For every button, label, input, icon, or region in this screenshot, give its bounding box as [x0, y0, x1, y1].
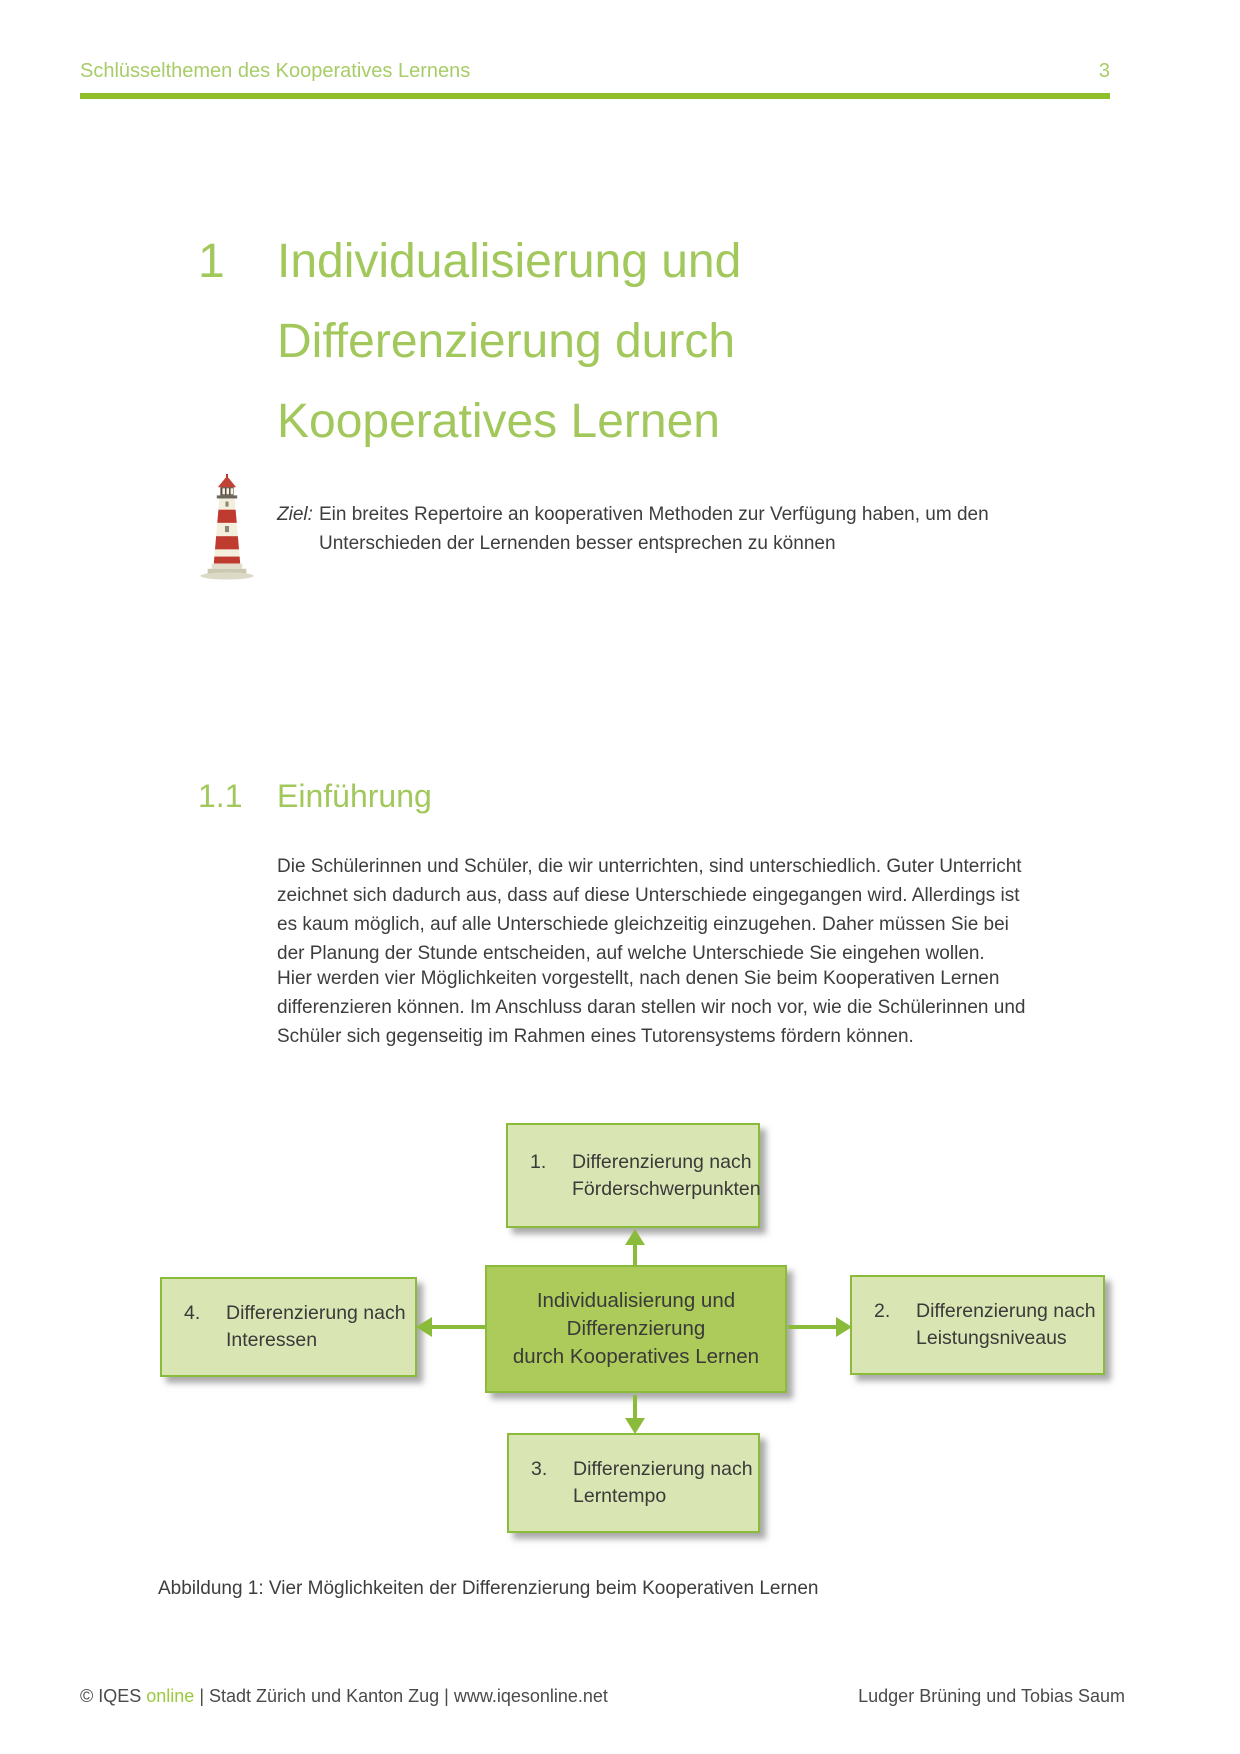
figure-box-label — [162, 1300, 406, 1354]
footer-brand: online — [146, 1686, 195, 1706]
page-footer — [80, 1686, 1125, 1707]
center-box-line: Differenzierung — [566, 1317, 706, 1340]
box-text-line: Differenzierung nach — [572, 1150, 752, 1173]
box-number: 2. — [874, 1300, 891, 1322]
goal-description — [319, 500, 989, 580]
figure-box-leistungsniveaus — [850, 1275, 1105, 1375]
footer-authors: Ludger Brüning und Tobias Saum — [858, 1686, 1125, 1706]
figure-box-label — [508, 1149, 761, 1203]
goal-line: Unterschieden der Lernenden besser entsprechen zu können — [319, 533, 836, 554]
chapter-heading — [198, 222, 741, 462]
lighthouse-icon — [196, 474, 258, 580]
figure-caption: Abbildung 1: Vier Möglichkeiten der Differenzierung beim Kooperativen Lernen — [158, 1578, 819, 1599]
box-text-line: Differenzierung nach — [226, 1302, 406, 1324]
chapter-title-line: Kooperatives Lernen — [277, 395, 720, 448]
arrow-up-icon — [625, 1229, 645, 1245]
figure-box-foerderschwerpunkte — [506, 1123, 760, 1228]
arrow-up-line — [633, 1244, 637, 1266]
box-text — [572, 1149, 761, 1203]
goal-text — [277, 474, 989, 580]
box-text-line: Leistungsniveaus — [916, 1327, 1067, 1349]
footer-copyright: © IQES — [80, 1686, 147, 1706]
box-number: 3. — [531, 1458, 548, 1480]
box-number: 1. — [530, 1150, 547, 1173]
box-text-line: Förderschwerpunkten — [572, 1177, 761, 1200]
box-text-line: Interessen — [226, 1329, 318, 1351]
paragraph-line: der Planung der Stunde entscheiden, auf welche Unterschiede Sie eingehen wollen. — [277, 943, 985, 964]
arrow-down-icon — [625, 1418, 645, 1434]
paragraph-line: zeichnet sich dadurch aus, dass auf diese Unterschiede eingegangen wird. Allerdings ist — [277, 885, 1020, 906]
figure-box-label — [852, 1298, 1096, 1352]
arrow-left-line — [432, 1325, 485, 1329]
goal-label: Ziel: — [277, 504, 313, 525]
box-text — [573, 1456, 753, 1510]
box-text — [916, 1298, 1096, 1352]
goal-block — [196, 474, 989, 580]
center-box-text — [513, 1287, 759, 1371]
paragraph-line: es kaum möglich, auf alle Unterschiede gleichzeitig einzugehen. Daher müssen Sie bei — [277, 914, 1009, 935]
box-text — [226, 1300, 406, 1354]
box-number: 4. — [184, 1302, 201, 1324]
arrow-right-icon — [836, 1317, 852, 1337]
figure-box-lerntempo — [507, 1433, 760, 1533]
arrow-down-line — [633, 1395, 637, 1419]
section-title: Einführung — [277, 778, 432, 814]
paragraph-line: Die Schülerinnen und Schüler, die wir unterrichten, sind unterschiedlich. Guter Unterricht — [277, 856, 1022, 877]
center-box-line: Individualisierung und — [536, 1289, 736, 1312]
body-paragraph — [277, 964, 1037, 1051]
center-box-line: durch Kooperatives Lernen — [512, 1345, 760, 1368]
section-heading — [198, 778, 432, 815]
paragraph-line: Hier werden vier Möglichkeiten vorgestellt, nach denen Sie beim Kooperativen Lernen — [277, 968, 1000, 989]
paragraph-line: differenzieren können. Im Anschluss daran stellen wir noch vor, wie die Schülerinnen und — [277, 997, 1026, 1018]
header-page-number: 3 — [1098, 60, 1110, 82]
footer-publisher: | Stadt Zürich und Kanton Zug | www.iqesonline.net — [194, 1686, 608, 1706]
chapter-title-line: Individualisierung und — [277, 235, 742, 288]
box-text-line: Differenzierung nach — [573, 1458, 753, 1480]
box-text-line: Lerntempo — [573, 1485, 667, 1507]
figure-box-interessen — [160, 1277, 417, 1377]
paragraph-line: Schüler sich gegenseitig im Rahmen eines Tutorensystems fördern können. — [277, 1026, 914, 1047]
body-paragraph — [277, 852, 1037, 968]
arrow-right-line — [788, 1325, 837, 1329]
figure-diagram — [0, 1115, 1240, 1595]
footer-left — [80, 1686, 608, 1707]
figure-box-label — [509, 1456, 753, 1510]
chapter-number: 1 — [198, 235, 225, 288]
figure-box-center — [485, 1265, 787, 1393]
chapter-title — [277, 222, 741, 462]
box-text-line: Differenzierung nach — [916, 1300, 1096, 1322]
header-running-title: Schlüsselthemen des Kooperatives Lernens — [80, 60, 471, 82]
chapter-title-line: Differenzierung durch — [277, 315, 736, 368]
header-rule — [80, 93, 1110, 99]
arrow-left-icon — [416, 1317, 432, 1337]
goal-line: Ein breites Repertoire an kooperativen Methoden zur Verfügung haben, um den — [319, 504, 989, 525]
section-number: 1.1 — [198, 778, 243, 814]
